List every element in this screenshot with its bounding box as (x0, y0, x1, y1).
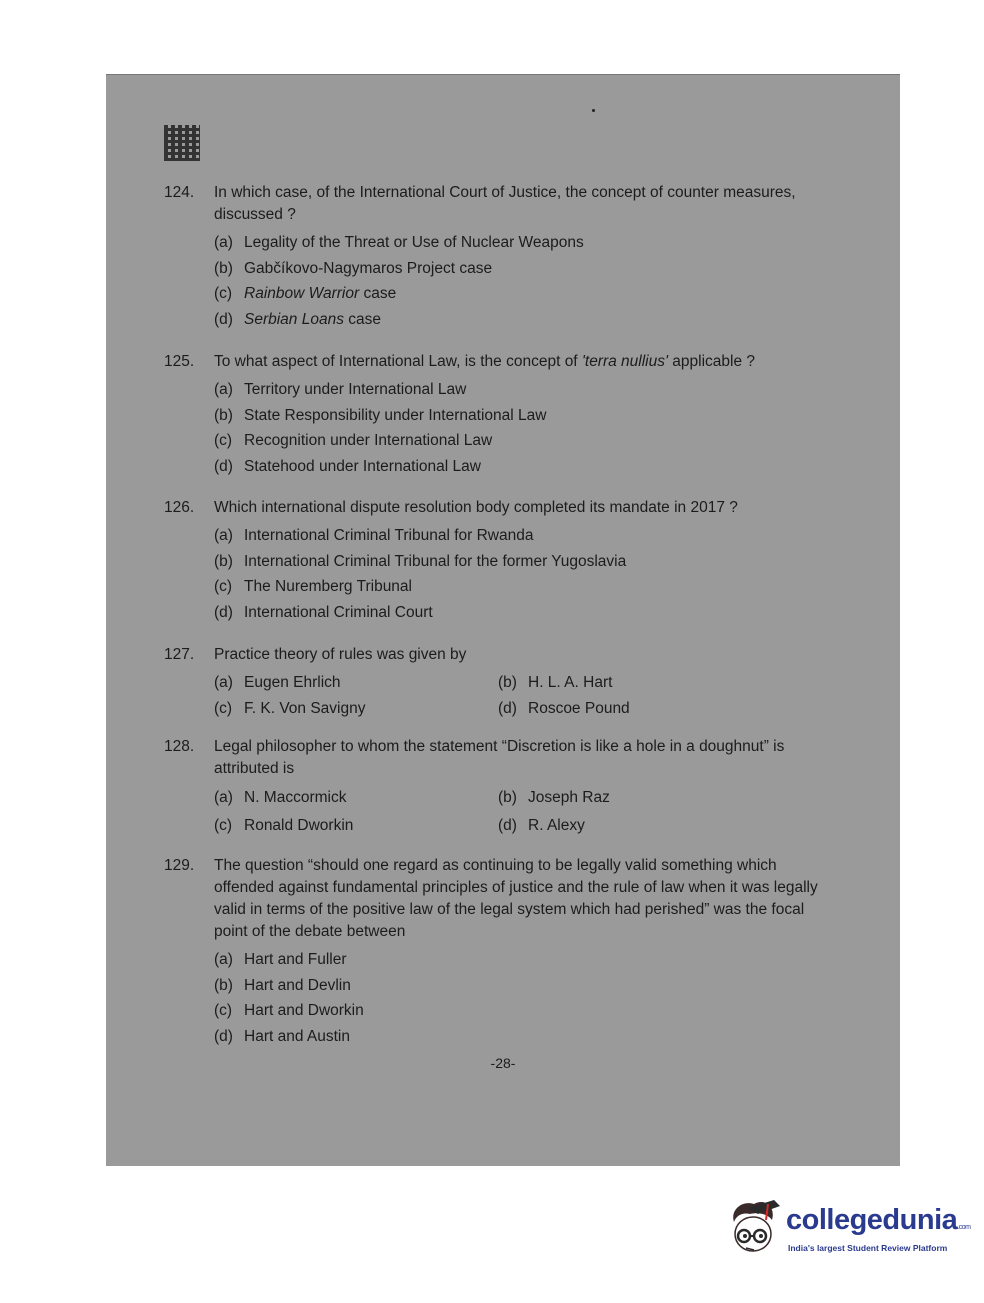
page-number: -28- (490, 1055, 516, 1071)
question-text: The question “should one regard as continuing to be legally valid something which offended against fundamental principles of justice and the rule of law when it was legally valid in terms of the positive law of the legal system which had perished” was the focal point of the debate between (214, 857, 818, 940)
option: (d) Roscoe Pound (498, 700, 630, 717)
option: (d) Serbian Loans case (214, 310, 382, 328)
logo-text: collegedunia.com (786, 1204, 971, 1236)
question-text: Which international dispute resolution body completed its mandate in 2017 ? (214, 499, 738, 516)
option: (d) Hart and Austin (214, 1027, 350, 1045)
option: (c) Hart and Dworkin (214, 1002, 364, 1019)
question-124 (164, 182, 834, 332)
mascot-icon (728, 1198, 780, 1256)
option: (b) International Criminal Tribunal for the former Yugoslavia (214, 552, 627, 570)
option: (c) Ronald Dworkin (214, 817, 354, 834)
options-list (214, 230, 834, 332)
question-126 (164, 497, 834, 625)
option: (a) N. Maccormick (214, 789, 347, 806)
option: (d) R. Alexy (498, 817, 585, 834)
option: (d) International Criminal Court (214, 603, 433, 621)
option: (d) Statehood under International Law (214, 457, 481, 475)
option: (b) Gabčíkovo-Nagymaros Project case (214, 259, 493, 277)
question-number: 128. (164, 738, 195, 755)
collegedunia-logo[interactable] (728, 1196, 971, 1262)
option: (c) Recognition under International Law (214, 432, 493, 449)
qr-code (164, 125, 200, 161)
options-list (214, 947, 834, 1049)
option: (c) Rainbow Warrior case (214, 285, 397, 302)
question-127 (164, 644, 834, 722)
option: (a) Legality of the Threat or Use of Nuclear Weapons (214, 234, 584, 251)
question-number: 126. (164, 499, 195, 516)
options-list (214, 377, 834, 479)
question-number: 124. (164, 184, 195, 201)
question-text: To what aspect of International Law, is the concept of 'terra nullius' applicable ? (214, 353, 756, 370)
question-text: Practice theory of rules was given by (214, 646, 467, 663)
question-125 (164, 351, 834, 479)
question-text: In which case, of the International Court of Justice, the concept of counter measures, discussed ? (214, 184, 796, 223)
option: (a) Hart and Fuller (214, 951, 347, 968)
option: (a) International Criminal Tribunal for Rwanda (214, 527, 534, 544)
option: (c) The Nuremberg Tribunal (214, 578, 412, 595)
scanned-page (106, 74, 900, 1166)
question-129 (164, 855, 834, 1049)
option: (b) Joseph Raz (498, 789, 610, 806)
speck (592, 109, 595, 112)
question-number: 129. (164, 857, 195, 874)
question-number: 127. (164, 646, 195, 663)
option: (b) State Responsibility under International Law (214, 406, 547, 424)
options-grid (214, 784, 834, 840)
question-number: 125. (164, 353, 195, 370)
question-text: Legal philosopher to whom the statement “Discretion is like a hole in a doughnut” is attributed is (214, 738, 785, 777)
logo-tagline: India's largest Student Review Platform (788, 1243, 948, 1253)
option: (c) F. K. Von Savigny (214, 700, 366, 717)
options-list (214, 523, 834, 625)
options-grid (214, 670, 834, 722)
option: (a) Eugen Ehrlich (214, 674, 341, 691)
question-128 (164, 736, 834, 840)
option: (a) Territory under International Law (214, 381, 467, 398)
option: (b) Hart and Devlin (214, 976, 351, 994)
option: (b) H. L. A. Hart (498, 674, 613, 691)
